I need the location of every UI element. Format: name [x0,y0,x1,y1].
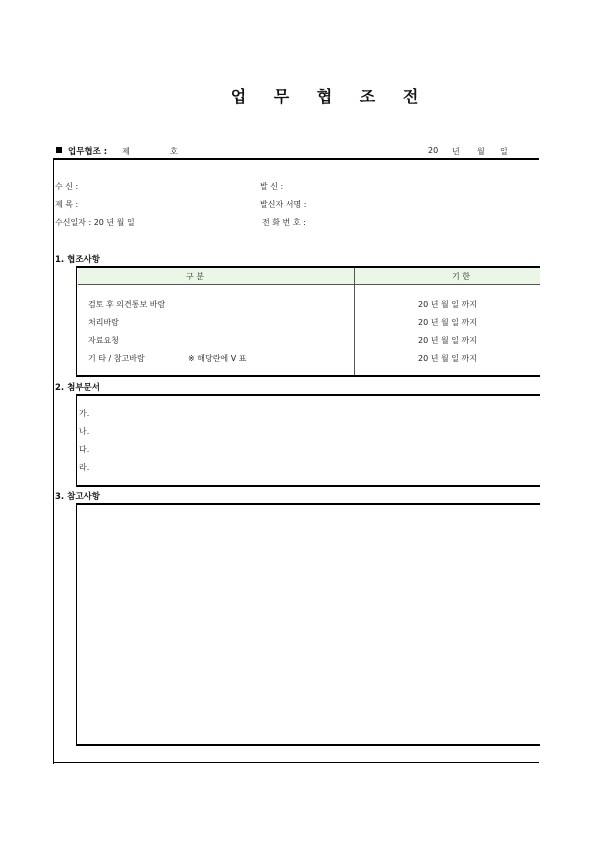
table-header-row [78,268,540,285]
sender-label: 발 신 : [260,182,284,191]
frame-top-rule [53,158,539,160]
attachments-box [76,394,540,487]
table-column-divider [354,268,355,375]
table-row-deadline: 20 년 월 일 까지 [418,354,477,363]
sender-signature-label: 발신자 서명 : [260,200,307,209]
table-row-label: 처리바람 [88,318,119,327]
header-date-month: 월 [477,147,485,156]
frame-left-rule [53,158,54,764]
recipient-label: 수 신 : [55,182,79,191]
attachment-item: 라. [79,463,90,472]
doc-number-suffix: 호 [170,147,178,156]
table-row-label: 검토 후 의견통보 바람 [88,300,166,309]
header-label: 업무협조 : [68,147,108,157]
attachment-item: 다. [79,445,90,454]
section-3-heading: 3. 참고사항 [55,492,100,502]
bullet-square-icon [56,147,62,153]
received-date-label: 수신일자 : 20 년 월 일 [55,218,135,227]
doc-number-prefix: 제 [122,147,130,156]
frame-bottom-rule [53,762,539,763]
header-date-year: 20 [428,146,439,155]
phone-label: 전 화 번 호 : [262,218,306,227]
notes-box [76,503,540,746]
table-header-deadline: 기 한 [452,272,470,281]
attachment-item: 가. [79,409,90,418]
section-1-heading: 1. 협조사항 [55,255,100,265]
table-row-deadline: 20 년 월 일 까지 [418,336,477,345]
document-title: 업 무 협 조 전 [230,87,430,106]
subject-label: 제 목 : [55,200,79,209]
table-row-deadline: 20 년 월 일 까지 [418,318,477,327]
table-row-note: ※ 해당란에 V 표 [188,354,247,363]
header-date-year-unit: 년 [452,147,460,156]
attachment-item: 나. [79,427,90,436]
table-row-label: 기 타 / 참고바람 [88,354,145,363]
header-date-day: 일 [500,147,508,156]
section-2-heading: 2. 첨부문서 [55,383,100,393]
table-row-deadline: 20 년 월 일 까지 [418,300,477,309]
table-header-category: 구 분 [186,272,204,281]
table-row-label: 자료요청 [88,336,119,345]
